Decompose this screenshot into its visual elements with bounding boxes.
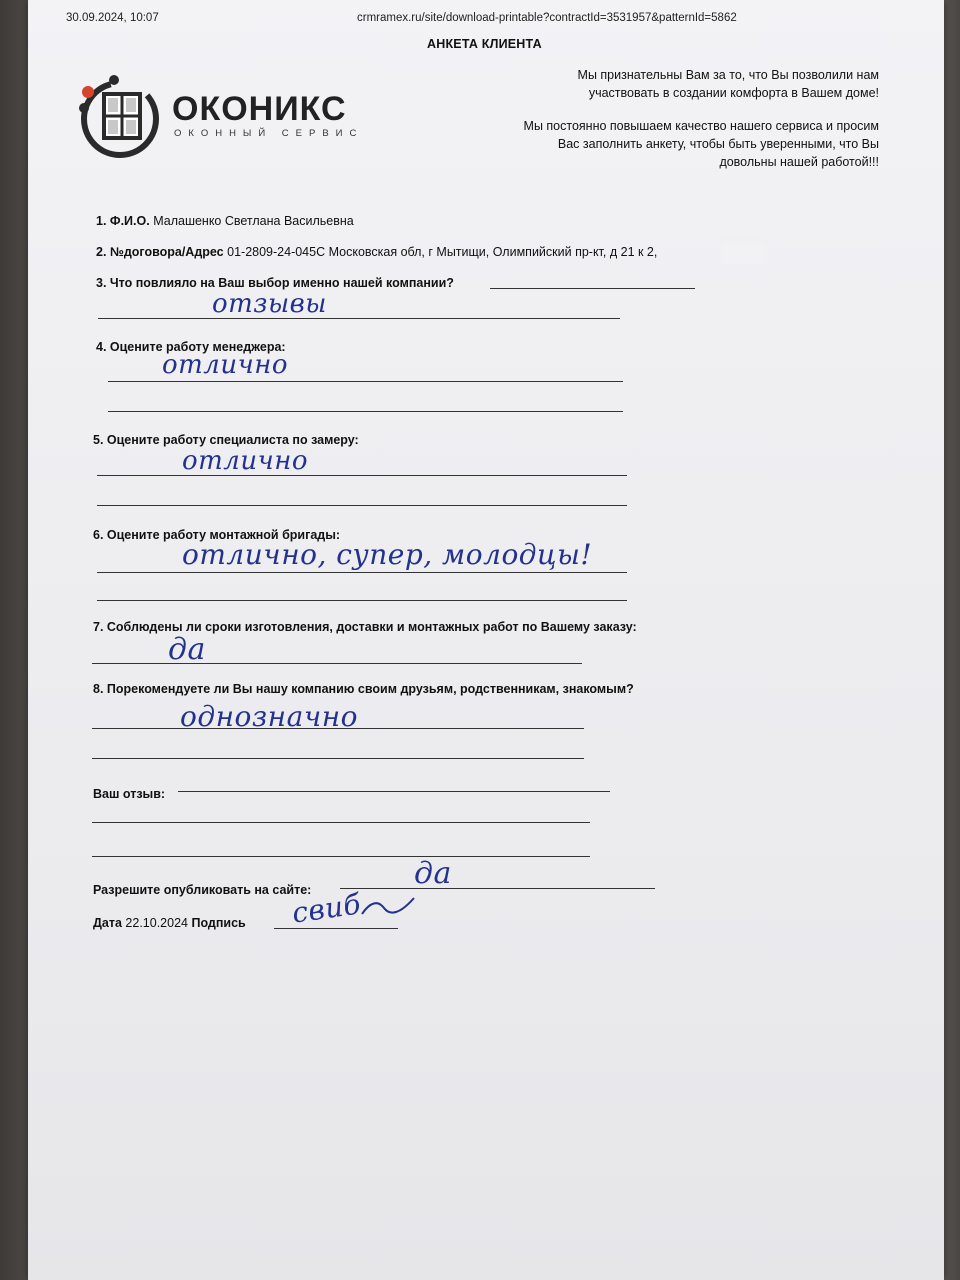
- answer-line: [178, 791, 610, 792]
- print-url: crmramex.ru/site/download-printable?contractId=3531957&patternId=5862: [357, 12, 737, 24]
- print-timestamp: 30.09.2024, 10:07: [66, 12, 159, 24]
- signature-label: Подпись: [191, 916, 246, 930]
- logo-tagline: ОКОННЫЙ СЕРВИС: [174, 128, 364, 139]
- contract-value: 01-2809-24-045С Московская обл, г Мытищи, Олимпийский пр-кт, д 21 к 2,: [227, 245, 658, 259]
- publish-permission: [93, 883, 311, 897]
- field-contract: [96, 245, 657, 259]
- fio-value: Малашенко Светлана Васильевна: [153, 214, 354, 228]
- answer-line: [97, 572, 627, 573]
- redacted-area: [722, 244, 764, 264]
- questionnaire-sheet: [28, 0, 944, 1280]
- question-5-text: 5. Оцените работу специалиста по замеру:: [93, 433, 359, 447]
- intro-line: довольны нашей работой!!!: [719, 155, 879, 169]
- date-label: Дата: [93, 916, 122, 930]
- publish-answer-handwritten: да: [414, 856, 452, 891]
- question-6-text: 6. Оцените работу монтажной бригады:: [93, 528, 341, 542]
- question-5: [93, 433, 359, 447]
- signature-stroke: [360, 892, 420, 922]
- answer-7-handwritten: да: [168, 632, 206, 667]
- question-3-text: 3. Что повлияло на Ваш выбор именно нашей компании?: [96, 276, 454, 290]
- logo-name: ОКОНИКС: [172, 90, 347, 128]
- question-8-text: 8. Порекомендуете ли Вы нашу компанию своим друзьям, родственникам, знакомым?: [93, 682, 634, 696]
- answer-line: [92, 856, 590, 857]
- date-signature-row: [93, 916, 246, 930]
- answer-line: [340, 888, 655, 889]
- intro-line: Мы постоянно повышаем качество нашего сервиса и просим: [523, 119, 879, 133]
- intro-thanks: [439, 66, 879, 102]
- question-3: [96, 276, 454, 290]
- intro-line: Вас заполнить анкету, чтобы быть уверенными, что Вы: [557, 137, 879, 151]
- question-4-text: 4. Оцените работу менеджера:: [96, 340, 286, 354]
- answer-line: [92, 758, 584, 759]
- review-field: [93, 787, 165, 801]
- question-7-text: 7. Соблюдены ли сроки изготовления, доставки и монтажных работ по Вашему заказу:: [93, 620, 637, 634]
- answer-6-handwritten: отлично, супер, молодцы!: [182, 538, 593, 571]
- contract-label: 2. №договора/Адрес: [96, 245, 224, 259]
- field-fio: [96, 214, 354, 228]
- window-logo-icon: [74, 74, 166, 164]
- review-label: Ваш отзыв:: [93, 787, 166, 801]
- answer-4-handwritten: отлично: [162, 350, 289, 380]
- fio-label: 1. Ф.И.О.: [96, 214, 150, 228]
- answer-line: [97, 600, 627, 601]
- answer-8-handwritten: однозначно: [180, 700, 359, 733]
- date-value: 22.10.2024: [125, 916, 188, 930]
- intro-line: участвовать в создании комфорта в Вашем доме!: [588, 86, 879, 100]
- form-title: АНКЕТА КЛИЕНТА: [427, 37, 542, 51]
- answer-line: [97, 505, 627, 506]
- answer-line: [108, 381, 623, 382]
- answer-line: [108, 411, 623, 412]
- answer-5-handwritten: отлично: [182, 446, 309, 476]
- signature-line: [274, 928, 398, 929]
- company-logo: [74, 74, 364, 164]
- answer-line: [98, 318, 620, 319]
- answer-line: [92, 822, 590, 823]
- intro-line: Мы признательны Вам за то, что Вы позволили нам: [577, 68, 879, 82]
- answer-3-handwritten: отзывы: [212, 289, 327, 319]
- answer-line: [92, 663, 582, 664]
- publish-label: Разрешите опубликовать на сайте:: [93, 883, 312, 897]
- answer-line: [97, 475, 627, 476]
- question-8: [93, 682, 634, 696]
- answer-line: [490, 288, 695, 289]
- intro-request: [439, 117, 879, 171]
- signature-handwritten: свиб: [290, 887, 364, 930]
